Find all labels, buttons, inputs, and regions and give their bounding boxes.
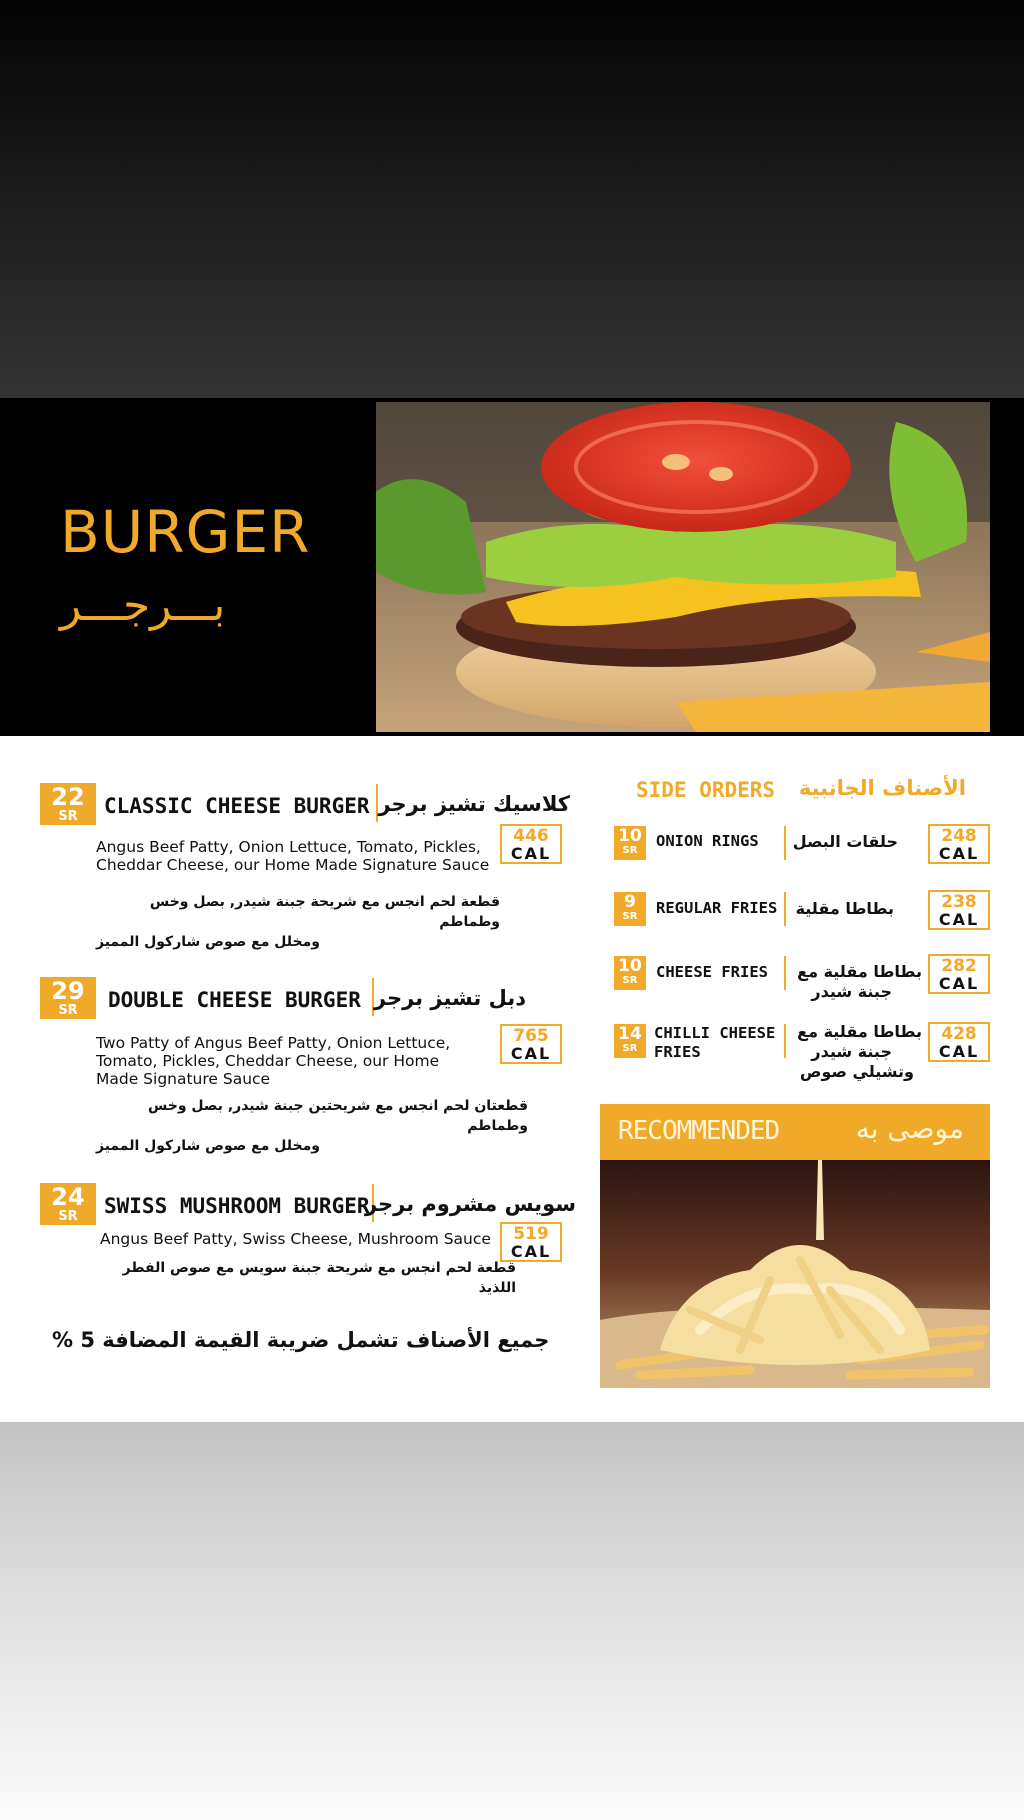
recommended-banner	[600, 1104, 990, 1160]
price-badge: 24 SR	[40, 1183, 96, 1225]
bottom-light-band	[0, 1422, 1024, 1820]
side-item-name-arabic: بطاطا مقلية مع جبنة شيدر وتشيلي صوص	[797, 1022, 922, 1081]
item-description: Two Patty of Angus Beef Patty, Onion Lettuce, Tomato, Pickles, Cheddar Cheese, our Home Made Signature Sauce	[96, 1034, 451, 1088]
item-description-arabic: قطعتان لحم انجس مع شريحتين جبنة شيدر, بصل وخس وطماطم ومخلل مع صوص شاركول المميز	[96, 1098, 528, 1154]
side-item-name: REGULAR FRIES	[656, 899, 778, 917]
hero-title-arabic: بـــرجـــر	[60, 580, 226, 631]
side-orders-heading-arabic: الأصناف الجانبية	[798, 776, 966, 800]
item-description-arabic: قطعة لحم انجس مع شريحة جبنة سويس مع صوص الفطر اللذيذ	[122, 1260, 516, 1296]
price-badge: 22 SR	[40, 783, 96, 825]
vat-note: جميع الأصناف تشمل ضريبة القيمة المضافة 5 %	[52, 1328, 550, 1352]
side-item-name-arabic: حلقات البصل	[792, 832, 898, 851]
item-name-arabic: سويس مشروم برجر	[364, 1192, 576, 1216]
side-item-name: ONION RINGS	[656, 832, 759, 850]
side-price-badge: 10 SR	[614, 956, 646, 990]
divider	[784, 892, 786, 926]
item-name: DOUBLE CHEESE BURGER	[108, 988, 361, 1012]
price-badge: 29 SR	[40, 977, 96, 1019]
burger-illustration	[376, 402, 990, 732]
calorie-box: 519 CAL	[500, 1222, 562, 1262]
item-name: SWISS MUSHROOM BURGER	[104, 1194, 370, 1218]
side-orders-heading: SIDE ORDERS	[636, 778, 776, 802]
item-name-arabic: دبل تشيز برجر	[373, 986, 526, 1010]
calorie-box: 765 CAL	[500, 1024, 562, 1064]
side-price-badge: 14 SR	[614, 1024, 646, 1058]
side-price-badge: 10 SR	[614, 826, 646, 860]
divider	[784, 1024, 786, 1058]
calorie-box: 282 CAL	[928, 954, 990, 994]
calorie-box: 248 CAL	[928, 824, 990, 864]
hero-title: BURGER	[60, 498, 311, 566]
item-description: Angus Beef Patty, Swiss Cheese, Mushroom Sauce	[100, 1230, 491, 1248]
side-item-name-arabic: بطاطا مقلية مع جبنة شيدر	[797, 962, 922, 1001]
calorie-box: 446 CAL	[500, 824, 562, 864]
side-item-name: CHILLI CHEESE FRIES	[654, 1024, 776, 1061]
calorie-box: 238 CAL	[928, 890, 990, 930]
hero-banner	[0, 398, 1024, 736]
cheese-fries-photo	[600, 1160, 990, 1388]
recommended-label: RECOMMENDED	[618, 1116, 780, 1146]
item-name-arabic: كلاسيك تشيز برجر	[378, 792, 570, 816]
item-description: Angus Beef Patty, Onion Lettuce, Tomato, Pickles, Cheddar Cheese, our Home Made Signature Sauce	[96, 838, 490, 874]
item-description-arabic: قطعة لحم انجس مع شريحة جبنة شيدر, بصل وخس وطماطم ومخلل مع صوص شاركول المميز	[96, 894, 500, 950]
recommended-label-arabic: موصى به	[855, 1112, 964, 1145]
cheese-fries-illustration	[600, 1160, 990, 1388]
burger-photo	[376, 402, 990, 732]
side-item-name: CHEESE FRIES	[656, 963, 768, 981]
divider	[784, 956, 786, 990]
side-price-badge: 9 SR	[614, 892, 646, 926]
menu-card	[0, 736, 1024, 1422]
top-dark-band	[0, 0, 1024, 398]
item-name: CLASSIC CHEESE BURGER	[104, 794, 370, 818]
calorie-box: 428 CAL	[928, 1022, 990, 1062]
side-item-name-arabic: بطاطا مقلية	[795, 899, 894, 918]
divider	[784, 826, 786, 860]
